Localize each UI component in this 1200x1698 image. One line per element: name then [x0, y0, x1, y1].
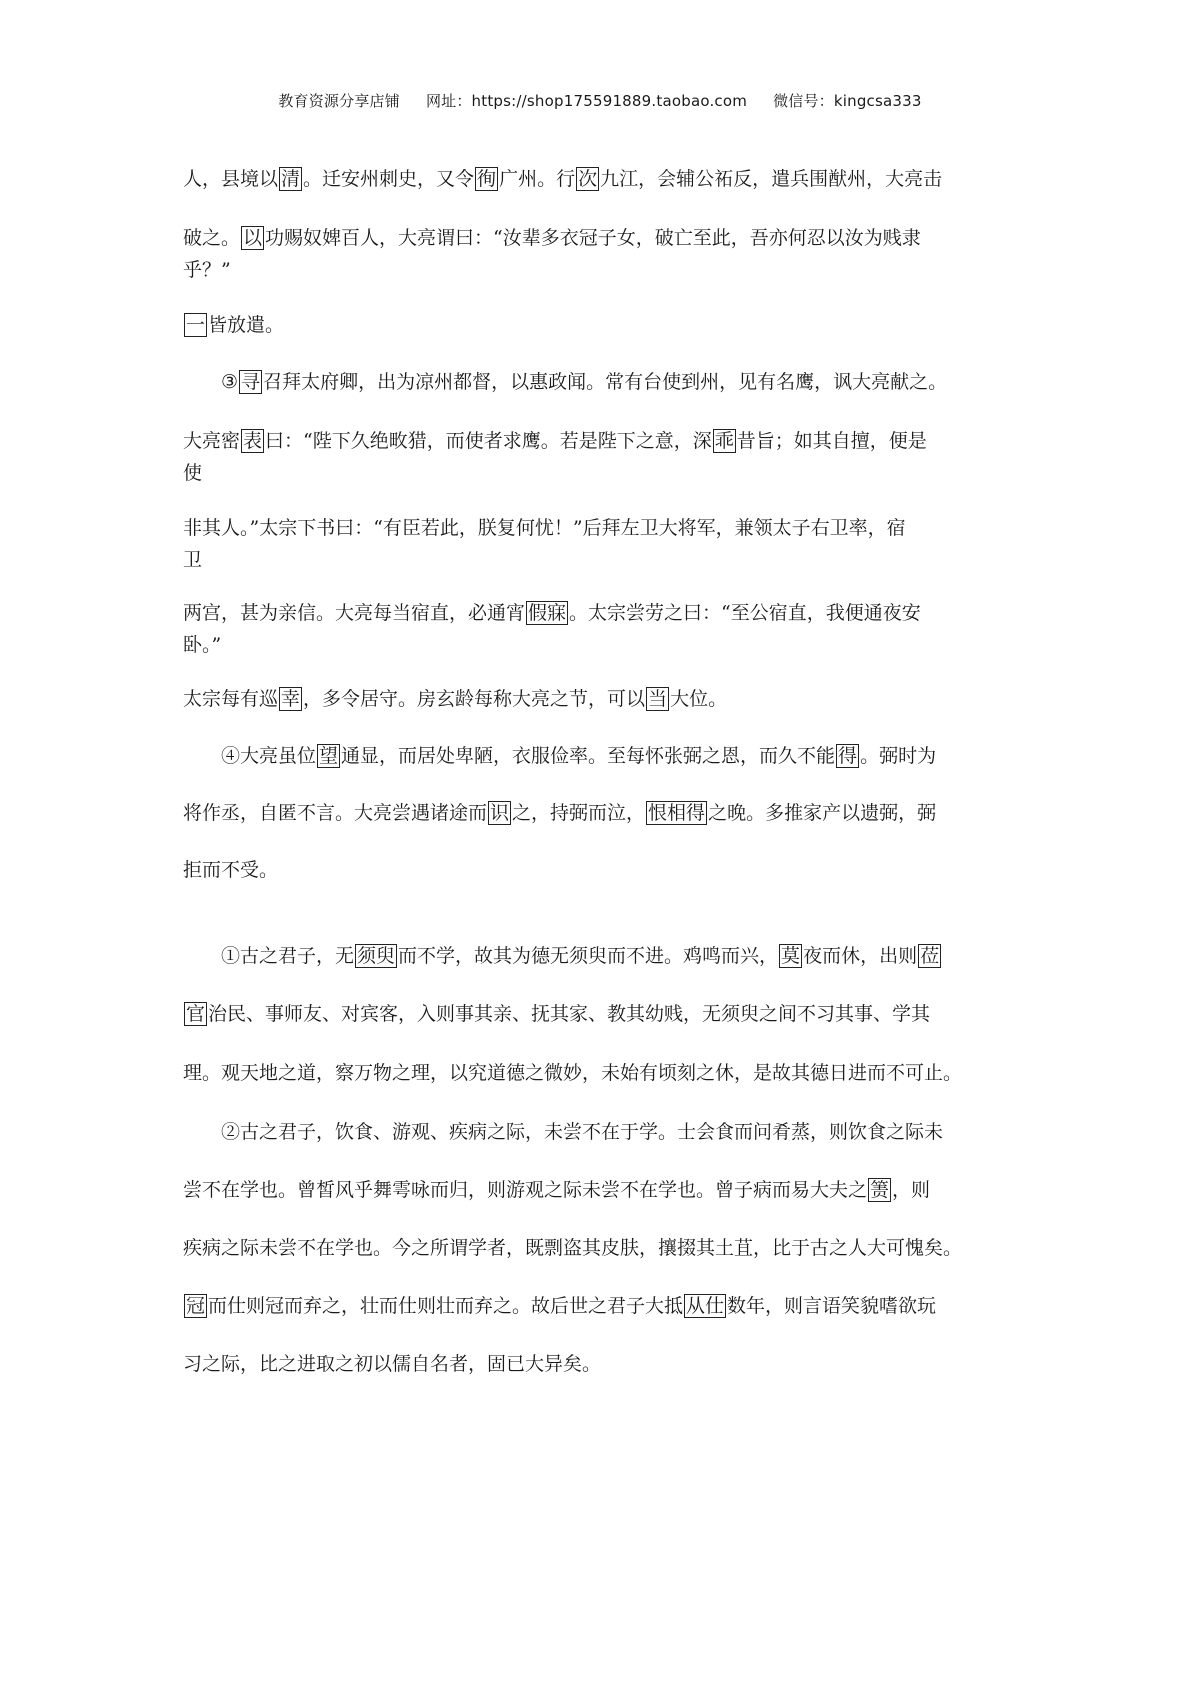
- boxed-term: 恨相得: [648, 802, 706, 824]
- passage1-line: [183, 457, 1033, 489]
- boxed-term: 从仕: [686, 1295, 725, 1317]
- passage2-line: [183, 1290, 1033, 1322]
- boxed-term: 一: [186, 314, 206, 336]
- boxed-term: 官: [186, 1003, 206, 1025]
- text-segment: 昔旨；如其自擅，便是: [736, 430, 927, 452]
- boxed-term: 冠: [186, 1295, 206, 1317]
- passage2-line: [183, 1174, 1033, 1206]
- text-segment: ①古之君子，无: [221, 945, 355, 967]
- passage2-line: [183, 940, 1033, 972]
- text-segment: 而不学，故其为德无须臾而不进。鸡鸣而兴，: [398, 945, 779, 967]
- text-segment: ，则: [892, 1179, 931, 1201]
- text-segment: 两宫，甚为亲信。大亮每当宿直，必通宵: [183, 602, 526, 624]
- boxed-term: 望: [319, 745, 339, 767]
- shop-name: 教育资源分享店铺: [278, 92, 400, 110]
- boxed-term: 幸: [281, 688, 301, 710]
- text-segment: 非其人。”太宗下书曰：“有臣若此，朕复何忧！”后拜左卫大将军，兼领太子右卫率，宿: [183, 517, 906, 539]
- passage2-line: [183, 1057, 1033, 1089]
- text-segment: 疾病之际未尝不在学也。今之所谓学者，既剽盗其皮肤，攘掇其土苴，比于古之人大可愧矣。: [183, 1237, 963, 1259]
- text-segment: 大亮密: [183, 430, 241, 452]
- boxed-term: 识: [490, 802, 510, 824]
- boxed-term: 莫: [781, 945, 801, 967]
- passage1-line: [183, 425, 1033, 457]
- passage1-line: [183, 512, 1033, 544]
- text-segment: 尝不在学也。曾皙风乎舞雩咏而归，则游观之际未尝不在学也。曾子病而易大夫之: [183, 1179, 868, 1201]
- boxed-term: 寻: [241, 371, 261, 393]
- page-header: [0, 90, 1200, 111]
- boxed-term: 以: [243, 227, 263, 249]
- boxed-term: 假寐: [528, 602, 567, 624]
- wechat-id: 微信号：kingcsa333: [773, 92, 922, 110]
- passage2-line: [183, 1232, 1033, 1264]
- text-segment: 。迁安州刺史，又令: [303, 168, 475, 190]
- text-segment: 夜而休，出则: [803, 945, 918, 967]
- boxed-term: 箦: [870, 1179, 890, 1201]
- text-segment: 功赐奴婢百人，大亮谓曰：“汝辈多衣冠子女，破亡至此，吾亦何忍以汝为贱隶: [265, 227, 921, 249]
- text-segment: 通显，而居处卑陋，衣服俭率。至每怀张弼之恩，而久不能: [341, 745, 836, 767]
- text-segment: 理。观天地之道，察万物之理，以究道德之微妙，未始有顷刻之休，是故其德日进而不可止。: [183, 1062, 963, 1084]
- boxed-term: 表: [243, 430, 263, 452]
- text-segment: 曰：“陛下久绝畋猎，而使者求鹰。若是陛下之意，深: [265, 430, 712, 452]
- passage1-line: [183, 797, 1033, 829]
- boxed-term: 徇: [477, 168, 497, 190]
- text-segment: 之，持弼而泣，: [512, 802, 646, 824]
- text-segment: 大位。: [670, 688, 728, 710]
- passage2-line: [183, 998, 1033, 1030]
- text-segment: 破之。: [183, 227, 241, 249]
- passage1-line: [183, 222, 1033, 254]
- text-segment: ②古之君子，饮食、游观、疾病之际，未尝不在于学。士会食而问肴蒸，则饮食之际未: [221, 1121, 944, 1143]
- text-segment: 卫: [183, 549, 203, 571]
- text-segment: 乎？”: [183, 259, 231, 281]
- passage1-line: [183, 629, 1033, 661]
- text-segment: 召拜太府卿，出为凉州都督，以惠政闻。常有台使到州，见有名鹰，讽大亮献之。: [263, 371, 948, 393]
- passage1-line: [183, 544, 1033, 576]
- passage1-line: [183, 163, 1033, 195]
- text-segment: 太宗每有巡: [183, 688, 279, 710]
- text-segment: ③: [221, 371, 239, 393]
- text-segment: 广州。行: [499, 168, 576, 190]
- text-segment: 而仕则冠而弃之，壮而仕则壮而弃之。故后世之君子大抵: [208, 1295, 684, 1317]
- text-segment: 九江，会辅公祏反，遣兵围猷州，大亮击: [600, 168, 943, 190]
- text-segment: 皆放遣。: [208, 314, 285, 336]
- text-segment: 。弼时为: [860, 745, 937, 767]
- text-segment: 习之际，比之进取之初以儒自名者，固已大异矣。: [183, 1353, 602, 1375]
- text-segment: 使: [183, 462, 203, 484]
- text-segment: 治民、事师友、对宾客，入则事其亲、抚其家、教其幼贱，无须臾之间不习其事、学其: [208, 1003, 931, 1025]
- text-segment: 人，县境以: [183, 168, 279, 190]
- passage1-line: [183, 740, 1033, 772]
- boxed-term: 莅: [920, 945, 940, 967]
- boxed-term: 须臾: [357, 945, 396, 967]
- passage1-line: [183, 597, 1033, 629]
- boxed-term: 清: [281, 168, 301, 190]
- text-segment: 将作丞，自匿不言。大亮尝遇诸途而: [183, 802, 488, 824]
- passage1-line: [183, 254, 1033, 286]
- text-segment: 拒而不受。: [183, 859, 279, 881]
- passage2-line: [183, 1348, 1033, 1380]
- boxed-term: 当: [648, 688, 668, 710]
- boxed-term: 得: [838, 745, 858, 767]
- passage2-line: [183, 1116, 1033, 1148]
- text-segment: ④大亮虽位: [221, 745, 317, 767]
- boxed-term: 次: [578, 168, 598, 190]
- passage1-line: [183, 309, 1033, 341]
- text-segment: 之晚。多推家产以遗弼，弼: [708, 802, 937, 824]
- passage1-line: [183, 683, 1033, 715]
- text-segment: 数年，则言语笑貌嗜欲玩: [727, 1295, 937, 1317]
- text-segment: 。太宗尝劳之曰：“至公宿直，我便通夜安: [569, 602, 921, 624]
- passage1-line: [183, 854, 1033, 886]
- boxed-term: 乖: [714, 430, 734, 452]
- text-segment: ，多令居守。房玄龄每称大亮之节，可以: [303, 688, 646, 710]
- shop-url: 网址：https://shop175591889.taobao.com: [425, 92, 748, 110]
- passage1-line: [183, 366, 1033, 398]
- text-segment: 卧。”: [183, 634, 222, 656]
